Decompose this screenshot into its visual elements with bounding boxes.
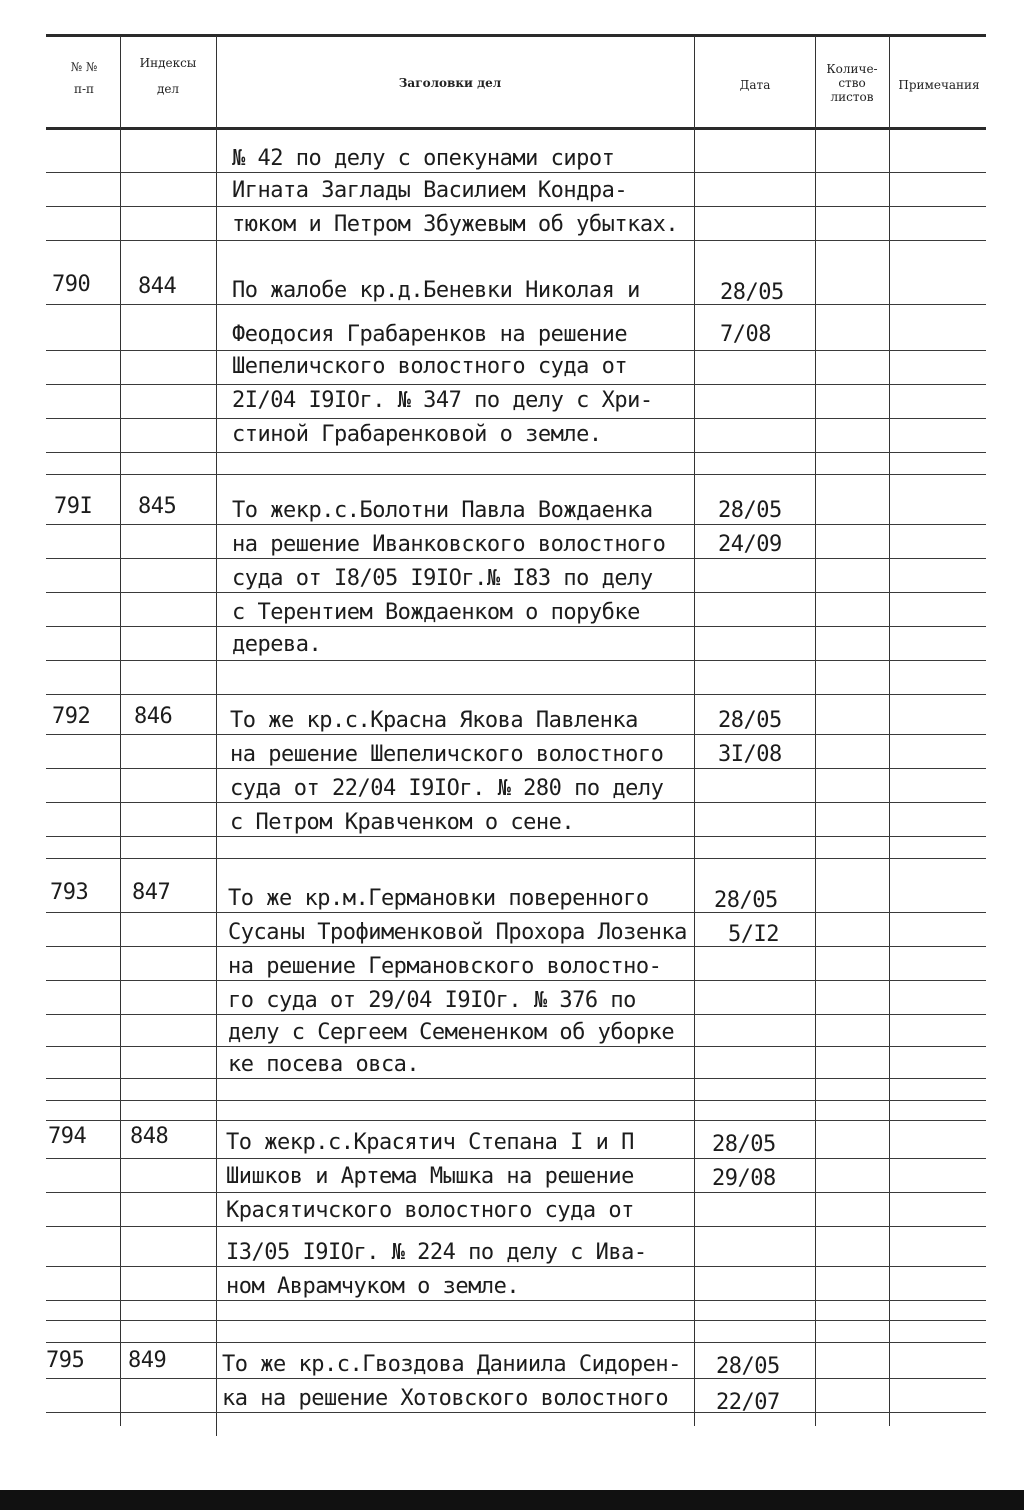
title-line: Феодосия Грабаренков на решение [232,322,628,347]
title-line: Красятичского волостного суда от [226,1198,634,1223]
date-start: 28/05 [718,498,782,523]
entry-index: 847 [132,880,171,905]
title-line: То же кр.с.Красна Якова Павленка [230,708,638,733]
title-line: По жалобе кр.д.Беневки Николая и [232,278,640,303]
title-line: ка на решение Хотовского волостного [222,1386,669,1411]
ruled-line [46,1342,986,1343]
entry-index: 845 [138,494,177,519]
title-line: ном Аврамчуком о земле. [226,1274,520,1299]
entry-number: 79I [54,494,93,519]
entry-number: 793 [50,880,89,905]
title-line: суда от 22/04 I9IOг. № 280 по делу [230,776,664,801]
date-end: 3I/08 [718,742,782,767]
column-divider [889,36,890,1426]
entry-index: 846 [134,704,173,729]
header-bottom-rule [46,127,986,130]
date-end: 7/08 [720,322,771,347]
title-line: с Петром Кравченком о сене. [230,810,575,835]
header-index [122,56,214,96]
title-line: суда от I8/05 I9IOг.№ I83 по делу [232,566,653,591]
title-line: с Терентием Вождаенком о порубке [232,600,640,625]
scan-bottom-edge [0,1490,1024,1510]
header-index-line1: Индексы [139,56,197,70]
header-count-line3: листов [830,90,874,104]
date-start: 28/05 [720,280,784,305]
header-count-line1: Количе- [826,62,878,76]
header-number-line2: п-п [73,82,95,96]
header-number-line1: № № [70,60,98,74]
ruled-line [46,452,986,453]
title-line: 2I/04 I9IOг. № 347 по делу с Хри- [232,388,653,413]
header-date: Дата [739,78,771,92]
date-end: 29/08 [712,1166,776,1191]
date-start: 28/05 [716,1354,780,1379]
title-line: Сусаны Трофименковой Прохора Лозенка [228,920,687,945]
ruled-line [46,1100,986,1101]
ruled-line [46,660,986,661]
header-notes: Примечания [898,78,980,92]
entry-index: 844 [138,274,177,299]
entry-number: 794 [48,1124,87,1149]
title-line: Шепеличского волостного суда от [232,354,628,379]
date-end: 24/09 [718,532,782,557]
title-line: То же кр.м.Германовки поверенного [228,886,649,911]
date-start: 28/05 [712,1132,776,1157]
ruled-line [46,694,986,695]
header-count-line2: ство [838,76,866,90]
ruled-line [46,858,986,859]
header-number [50,60,118,96]
date-start: 28/05 [718,708,782,733]
date-end: 22/07 [716,1390,780,1415]
ruled-line [46,1320,986,1321]
ruled-line [46,1120,986,1121]
title-line: То жекр.с.Болотни Павла Вождаенка [232,498,653,523]
title-line: I3/05 I9IOг. № 224 по делу с Ива- [226,1240,647,1265]
date-start: 28/05 [714,888,778,913]
title-line: го суда от 29/04 I9IOг. № 376 по [228,988,636,1013]
column-divider [694,36,695,1426]
date-end: 5/I2 [728,922,779,947]
header-count [816,62,888,104]
title-line: То жекр.с.Красятич Степана I и П [226,1130,634,1155]
title-line: Шишков и Артема Мышка на решение [226,1164,634,1189]
ruled-line [46,474,986,475]
entry-index: 848 [130,1124,169,1149]
entry-index: 849 [128,1348,167,1373]
entry-number: 792 [52,704,91,729]
ruled-line [46,1078,986,1079]
title-line: № 42 по делу с опекунами сирот [232,146,615,171]
title-line: стиной Грабаренковой о земле. [232,422,602,447]
title-line: То же кр.с.Гвоздова Даниила Сидорен- [222,1352,681,1377]
column-divider [815,36,816,1426]
entry-number: 795 [46,1348,85,1373]
title-line: на решение Иванковского волостного [232,532,666,557]
title-line: ке посева овса. [228,1052,420,1077]
title-line: тюком и Петром Збужевым об убытках. [232,212,679,237]
entry-number: 790 [52,272,91,297]
header-index-line2: дел [156,82,180,96]
column-divider [120,36,121,1426]
title-line: на решение Шепеличского волостного [230,742,664,767]
title-line: на решение Германовского волостно- [228,954,662,979]
header-title: Заголовки дел [398,76,502,90]
title-line: Игната Заглады Василием Кондра- [232,178,628,203]
title-line: делу с Сергеем Семененком об уборке [228,1020,675,1045]
header-top-rule [46,34,986,37]
title-line: дерева. [232,632,322,657]
